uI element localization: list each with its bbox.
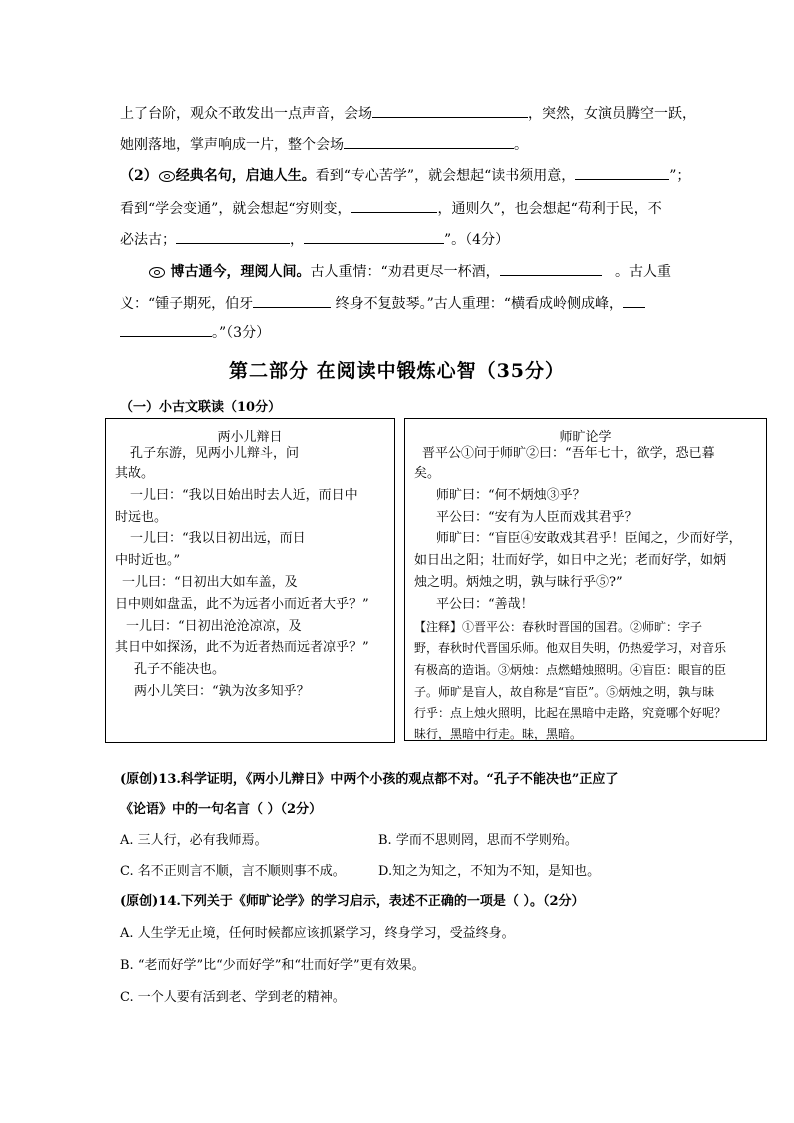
fill-text: 她刚落地，掌声响成一片，整个会场 <box>120 137 344 153</box>
passage-line: 有极高的造诣。③炳烛：点燃蜡烛照明。④盲臣：眼盲的臣 <box>414 663 727 677</box>
passage-line: 一儿曰：“我以日始出时去人近，而日中 <box>130 488 358 503</box>
question-14-stem: (原创)14.下列关于《师旷论学》的学习启示，表述不正确的一项是（ ）。（2分） <box>120 894 585 909</box>
passage-line: 子。师旷是盲人，故自称是“盲臣”。⑤炳烛之明，孰与昧 <box>414 685 715 699</box>
passage-line: 其故。 <box>115 466 155 481</box>
fill-text: 义：“锺子期死，伯牙 <box>120 296 254 312</box>
fill-line-3 <box>120 165 690 185</box>
target-icon <box>149 267 165 278</box>
question-13-stem-cont: 《论语》中的一句名言（ ）（2分） <box>120 802 323 817</box>
passage-line: 野，春秋时代晋国乐师。他双目失明，仍热爱学习，对音乐 <box>414 641 727 655</box>
blank-field[interactable] <box>623 293 645 308</box>
passage-line: 孔子东游，见两小儿辩斗，问 <box>130 446 300 461</box>
item-heading: 经典名句，启迪人生。 <box>175 168 316 184</box>
fill-line-8 <box>120 322 270 342</box>
right-passage-title: 师旷论学 <box>559 430 612 445</box>
question-13-stem: (原创)13.科学证明，《两小儿辩日》中两个小孩的观点都不对。“孔子不能决也”正应了 <box>120 772 619 787</box>
fill-text: 古人重情：“劝君更尽一杯酒， <box>310 264 500 280</box>
fill-line-1 <box>120 103 696 123</box>
fill-text: ，突然，女演员腾空一跃， <box>528 106 696 122</box>
passage-line: 【注释】①晋平公：春秋时晋国的国君。②师旷：字子 <box>414 620 703 634</box>
passage-line: 一儿曰：“日初出沧沧凉凉，及 <box>126 619 302 634</box>
item-heading: 博古通今，理阅人间。 <box>170 264 311 280</box>
blank-field[interactable] <box>304 229 444 244</box>
passage-line: 平公曰：“安有为人臣而戏其君乎？ <box>436 510 638 525</box>
blank-field[interactable] <box>344 134 514 149</box>
option-c[interactable]: C. 一个人要有活到老、学到老的精神。 <box>120 990 346 1005</box>
fill-line-5 <box>120 229 509 249</box>
option-a[interactable]: A. 人生学无止境，任何时候都应该抓紧学习，终身学习，受益终身。 <box>120 926 515 941</box>
option-b[interactable]: B. 学而不思则罔，思而不学则殆。 <box>378 833 578 848</box>
blank-field[interactable] <box>120 322 212 337</box>
fill-text: 看到“专心苦学”，就会想起“读书须用意， <box>315 168 576 184</box>
option-d[interactable]: D.知之为知之，不知为不知，是知也。 <box>378 864 601 879</box>
blank-field[interactable] <box>176 229 290 244</box>
target-icon <box>159 171 175 182</box>
section-title: 第二部分 在阅读中锻炼心智（35分） <box>228 360 566 382</box>
fill-text: 终身不复鼓琴。”古人重理：“横看成岭侧成峰， <box>335 296 623 312</box>
passage-line: 一儿曰：“我以日初出远，而日 <box>130 531 306 546</box>
passage-line: 孔子不能决也。 <box>134 662 226 677</box>
option-a[interactable]: A. 三人行，必有我师焉。 <box>120 833 268 848</box>
blank-field[interactable] <box>372 103 528 118</box>
fill-line-4 <box>120 198 662 218</box>
passage-line: 时远也。 <box>115 510 168 525</box>
passage-line: 日中则如盘盂，此不为远者小而近者大乎？” <box>115 597 369 612</box>
option-b[interactable]: B. “老而好学”比“少而好学”和“壮而好学”更有效果。 <box>120 958 425 973</box>
passage-line: 烛之明。炳烛之明，孰与昧行乎⑤?” <box>414 575 623 590</box>
fill-text: ， <box>290 232 304 248</box>
passage-line: 晋平公①问于师旷②曰：“吾年七十，欲学，恐已暮 <box>422 446 715 461</box>
blank-field[interactable] <box>500 261 602 276</box>
fill-text: 。”（3分） <box>212 325 271 341</box>
passage-line: 一儿曰：“日初出大如车盖，及 <box>122 575 298 590</box>
passage-line: 师旷曰：“盲臣④安敢戏其君乎！臣闻之，少而好学， <box>436 531 742 546</box>
passage-line: 中时近也。” <box>115 553 181 568</box>
fill-text: 看到“学会变通”，就会想起“穷则变， <box>120 201 352 217</box>
fill-text: ”； <box>669 168 691 184</box>
passage-line: 昧行，黑暗中行走。昧，黑暗。 <box>414 727 583 741</box>
item-number: （2） <box>120 168 158 184</box>
fill-line-7 <box>120 293 645 313</box>
subsection-title: （一）小古文联读（10分） <box>120 400 282 415</box>
fill-text: 。 <box>514 137 528 153</box>
option-c[interactable]: C. 名不正则言不顺，言不顺则事不成。 <box>120 864 346 879</box>
passage-line: 其日中如探汤，此不为近者热而远者凉乎？” <box>115 640 369 655</box>
blank-field[interactable] <box>575 165 669 180</box>
fill-text: 。古人重 <box>614 264 671 280</box>
fill-text: 上了台阶，观众不敢发出一点声音，会场 <box>120 106 372 122</box>
fill-line-6 <box>148 261 671 281</box>
blank-field[interactable] <box>253 293 331 308</box>
passage-line: 两小儿笑曰：“孰为汝多知乎？ <box>134 684 310 699</box>
left-passage-title: 两小儿辩日 <box>217 430 283 445</box>
fill-text: ”。（4分） <box>444 232 510 248</box>
passage-line: 如日出之阳；壮而好学，如日中之光；老而好学，如炳 <box>414 553 727 568</box>
fill-text: ，通则久”，也会想起“苟利于民，不 <box>437 201 662 217</box>
fill-text: 必法古； <box>120 232 176 248</box>
passage-line: 师旷曰：“何不炳烛③乎？ <box>436 488 586 503</box>
blank-field[interactable] <box>351 198 437 213</box>
passage-line: 矣。 <box>414 466 441 481</box>
passage-line: 行乎：点上烛火照明，比起在黑暗中走路，究竟哪个好呢？ <box>414 706 727 720</box>
passage-line: 平公曰：“善哉！ <box>436 597 534 612</box>
fill-line-2 <box>120 134 528 154</box>
